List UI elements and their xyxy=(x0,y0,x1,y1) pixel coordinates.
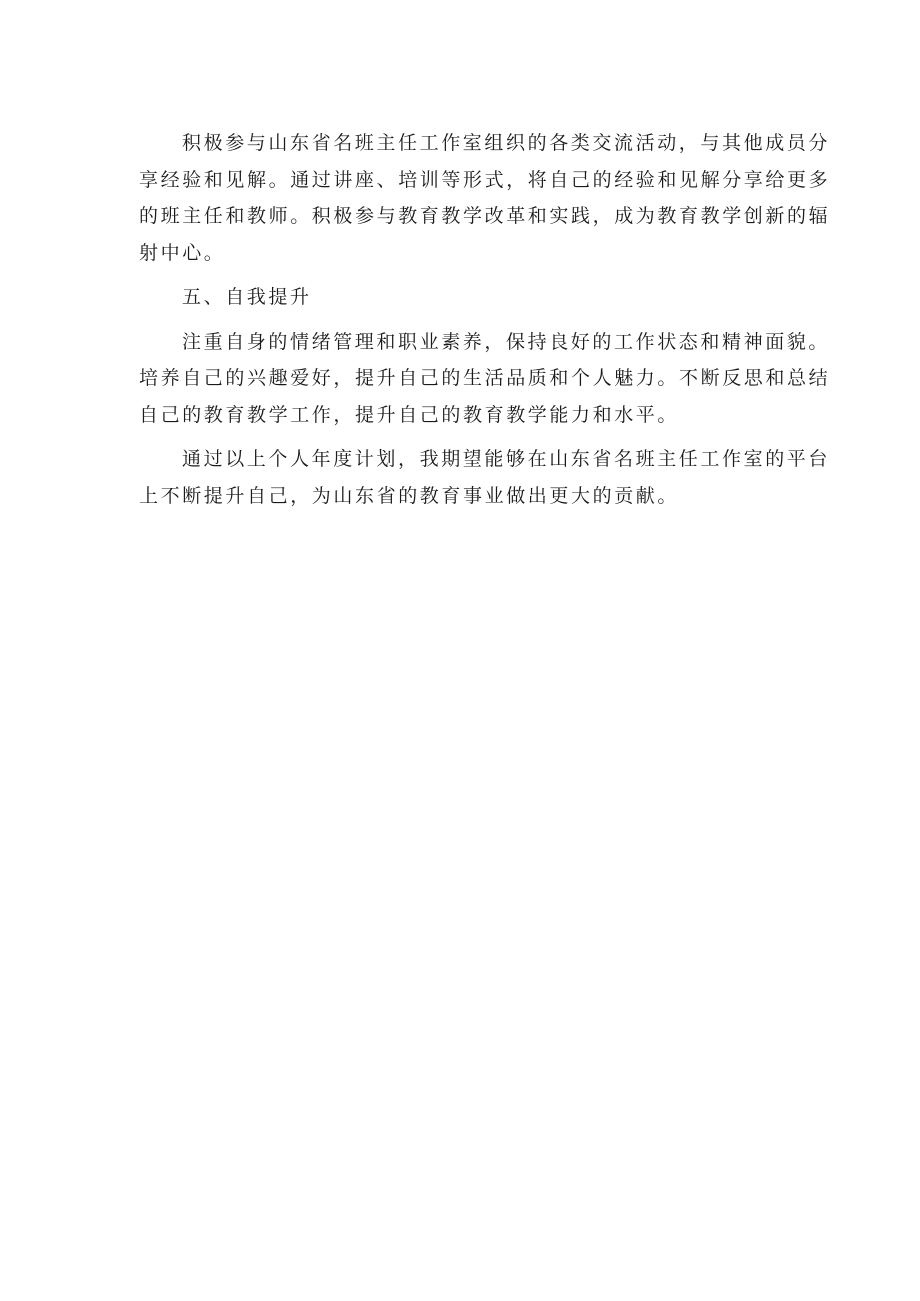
paragraph-spacer xyxy=(139,433,789,441)
paragraph-line: 自己的教育教学工作，提升自己的教育教学能力和水平。 xyxy=(139,403,680,426)
paragraph-line: 通过以上个人年度计划，我期望能够在山东省名班主任工作室的平台 xyxy=(182,448,831,470)
paragraph-line: 上不断提升自己，为山东省的教育事业做出更大的贡献。 xyxy=(139,484,680,507)
paragraph-spacer xyxy=(139,316,789,324)
section-heading-self-improvement: 五、自我提升 xyxy=(182,286,312,308)
paragraph-line: 的班主任和教师。积极参与教育教学改革和实践，成为教育教学创新的辐 xyxy=(139,205,831,227)
paragraph-line: 培养自己的兴趣爱好，提升自己的生活品质和个人魅力。不断反思和总结 xyxy=(139,367,831,389)
paragraph-line: 积极参与山东省名班主任工作室组织的各类交流活动，与其他成员分 xyxy=(182,132,831,154)
paragraph-self-improvement xyxy=(139,324,831,434)
paragraph-line: 注重自身的情绪管理和职业素养，保持良好的工作状态和精神面貌。 xyxy=(182,330,831,353)
paragraph-conclusion xyxy=(139,441,831,514)
paragraph-exchange-activities xyxy=(139,125,831,271)
paragraph-spacer xyxy=(139,271,789,279)
paragraph-line: 享经验和见解。通过讲座、培训等形式，将自己的经验和见解分享给更多 xyxy=(139,168,831,191)
document-body xyxy=(139,125,831,514)
paragraph-line: 射中心。 xyxy=(139,241,226,264)
